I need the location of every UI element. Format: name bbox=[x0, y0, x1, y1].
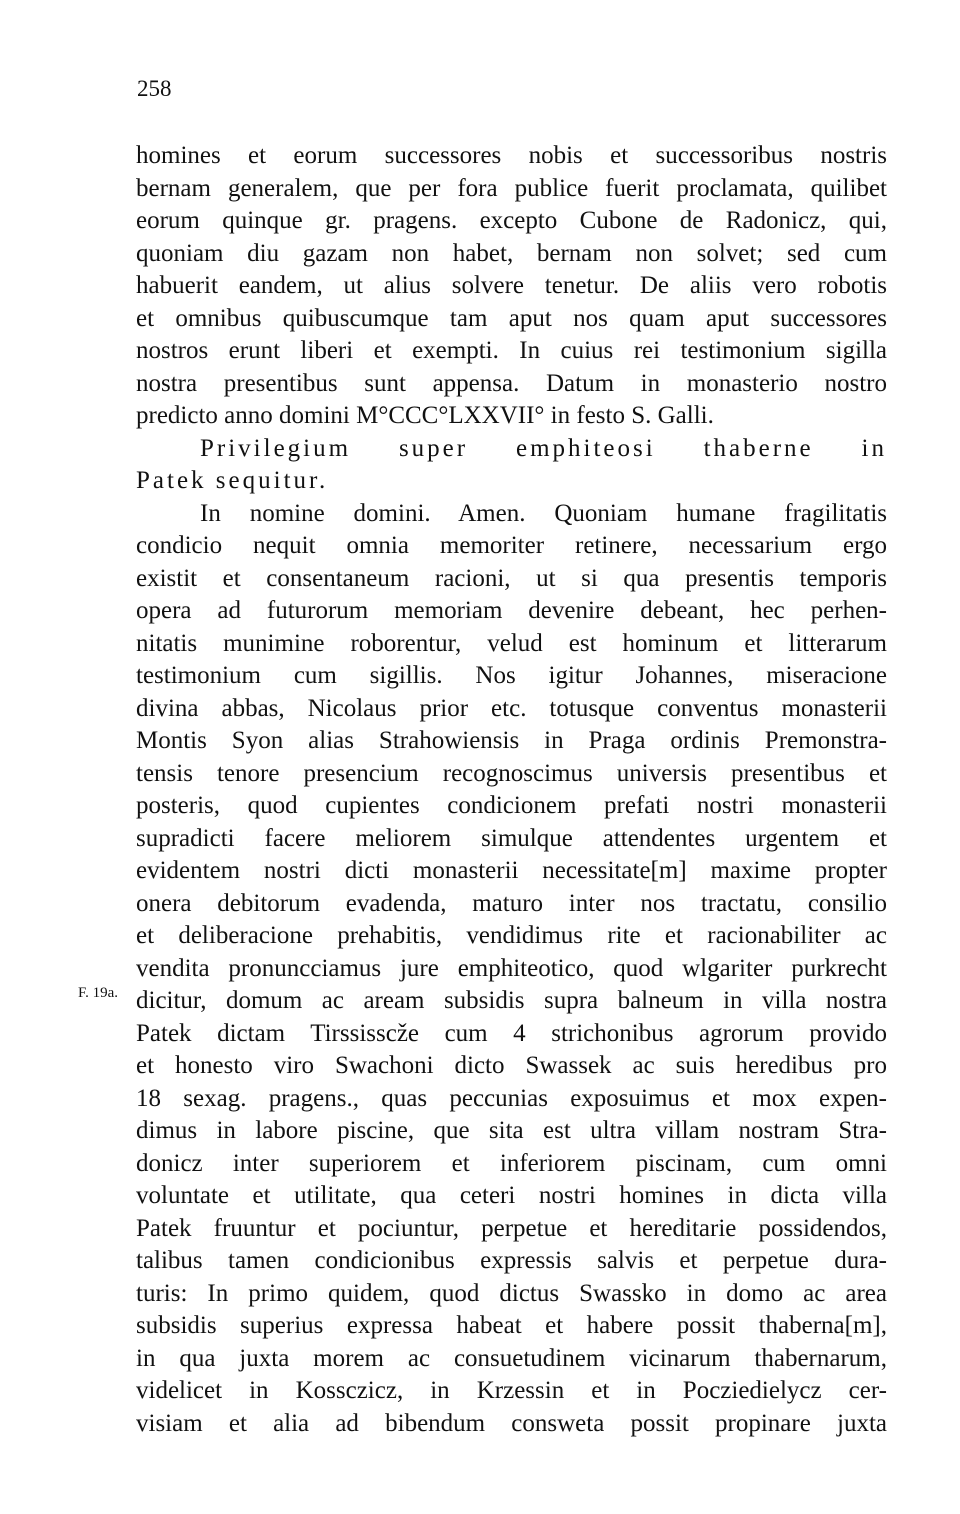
text-line: turis: In primo quidem, quod dictus Swassko in domo ac area bbox=[136, 1279, 887, 1307]
text-line: onera debitorum evadenda, maturo inter nos tractatu, consilio bbox=[136, 889, 887, 917]
text-line: evidentem nostri dicti monasterii necessitate[m] maxime propter bbox=[136, 857, 887, 884]
text-line: bernam generalem, que per fora publice fuerit proclamata, quilibet bbox=[136, 174, 887, 202]
text-line: videlicet in Kossczicz, in Krzessin et in Pocziedielycz cer- bbox=[136, 1377, 887, 1404]
text-line: nostra presentibus sunt appensa. Datum in monasterio nostro bbox=[136, 369, 887, 397]
text-line: posteris, quod cupientes condicionem prefati nostri monasterii bbox=[136, 792, 887, 819]
text-line: eorum quinque gr. pragens. excepto Cubone de Radonicz, qui, bbox=[136, 207, 887, 234]
text-line: dicitur, domum ac aream subsidis supra balneum in villa nostra bbox=[136, 987, 887, 1014]
text-line: existit et consentaneum racioni, ut si qua presentis temporis bbox=[136, 564, 887, 592]
section-heading-line: Patek sequitur. bbox=[136, 467, 329, 494]
text-line: et deliberacione prehabitis, vendidimus rite et racionabiliter ac bbox=[136, 922, 887, 949]
text-line: predicto anno domini M°CCC°LXXVII° in festo S. Galli. bbox=[136, 402, 714, 429]
body-text bbox=[136, 140, 887, 1440]
text-line: quoniam diu gazam non habet, bernam non solvet; sed cum bbox=[136, 239, 887, 267]
text-line: dimus in labore piscine, que sita est ultra villam nostram Stra- bbox=[136, 1117, 887, 1144]
text-line: In nomine domini. Amen. Quoniam humane fragilitatis bbox=[200, 499, 887, 527]
text-line: condicio nequit omnia memoriter retinere, necessarium ergo bbox=[136, 532, 887, 559]
text-line: voluntate et utilitate, qua ceteri nostri homines in dicta villa bbox=[136, 1182, 887, 1209]
text-line: habuerit eandem, ut alius solvere tenetur. De aliis vero robotis bbox=[136, 272, 887, 299]
text-line: divina abbas, Nicolaus prior etc. totusque conventus monasterii bbox=[136, 694, 887, 722]
text-line: testimonium cum sigillis. Nos igitur Johannes, miseracione bbox=[136, 662, 887, 689]
text-line: opera ad futurorum memoriam devenire debeant, hec perhen- bbox=[136, 597, 887, 624]
text-line: nitatis munimine roborentur, velud est hominum et litterarum bbox=[136, 629, 887, 657]
text-line: donicz inter superiorem et inferiorem piscinam, cum omni bbox=[136, 1149, 887, 1177]
text-line: et omnibus quibuscumque tam aput nos quam aput successores bbox=[136, 304, 887, 332]
text-line: subsidis superius expressa habeat et habere possit thaberna[m], bbox=[136, 1312, 887, 1339]
text-line: Montis Syon alias Strahowiensis in Praga ordinis Premonstra- bbox=[136, 727, 887, 754]
page-number: 258 bbox=[137, 76, 172, 101]
text-line: Patek fruuntur et pociuntur, perpetue et hereditarie possidendos, bbox=[136, 1214, 887, 1242]
text-line: vendita pronuncciamus jure emphiteotico, quod wlgariter purkrecht bbox=[136, 954, 887, 982]
text-line: Patek dictam Tirssisscže cum 4 strichonibus agrorum provido bbox=[136, 1019, 887, 1047]
text-line: tensis tenore presencium recognoscimus universis presentibus et bbox=[136, 759, 887, 787]
text-line: nostros erunt liberi et exempti. In cuius rei testimonium sigilla bbox=[136, 337, 887, 364]
section-heading-line: Privilegium super emphiteosi thaberne in bbox=[200, 434, 887, 462]
text-line: et honesto viro Swachoni dicto Swassek ac suis heredibus pro bbox=[136, 1052, 887, 1079]
text-line: talibus tamen condicionibus expressis salvis et perpetue dura- bbox=[136, 1247, 887, 1274]
text-line: 18 sexag. pragens., quas peccunias exposuimus et mox expen- bbox=[136, 1084, 887, 1112]
text-line: visiam et alia ad bibendum consweta possit propinare juxta bbox=[136, 1409, 887, 1437]
text-line: supradicti facere meliorem simulque attendentes urgentem et bbox=[136, 824, 887, 852]
text-line: homines et eorum successores nobis et successoribus nostris bbox=[136, 142, 887, 169]
folio-margin-note: F. 19a. bbox=[78, 985, 119, 1001]
text-line: in qua juxta morem ac consuetudinem vicinarum thabernarum, bbox=[136, 1344, 887, 1372]
